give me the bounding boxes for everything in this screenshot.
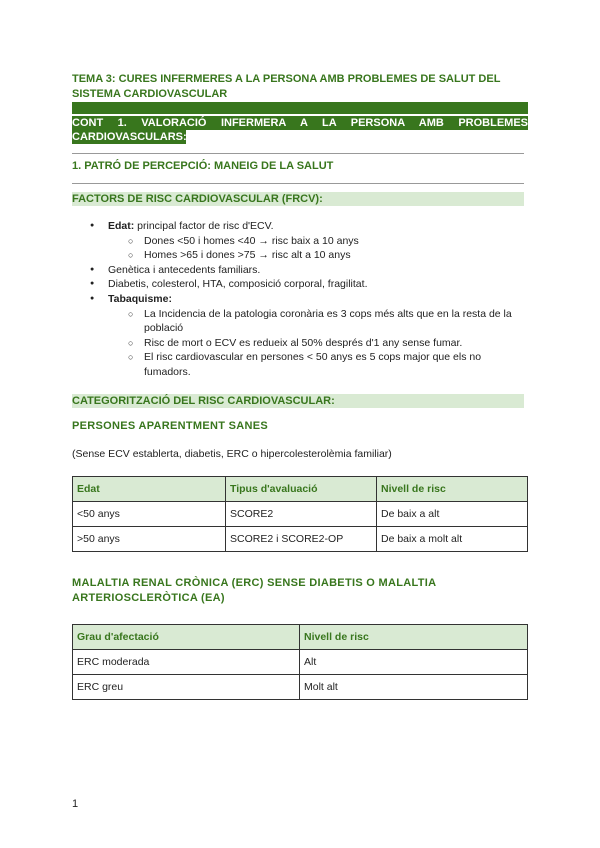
table-cell: SCORE2 i SCORE2-OP	[226, 527, 377, 552]
table-header: Nivell de risc	[300, 625, 528, 650]
healthy-note: (Sense ECV establerta, diabetis, ERC o hipercolesterolèmia familiar)	[72, 448, 392, 460]
table-cell: <50 anys	[73, 502, 226, 527]
healthy-heading: PERSONES APARENTMENT SANES	[72, 420, 269, 432]
page-number: 1	[72, 798, 79, 810]
content-heading: CONT 1. VALORACIÓ INFERMERA A LA PERSONA AMB PROBLEMES CARDIOVASCULARS:	[72, 117, 528, 143]
list-item: ● Genètica i antecedents familiars.	[72, 263, 528, 278]
risk-table-healthy	[72, 476, 528, 552]
table-cell: De baix a molt alt	[377, 527, 528, 552]
table-row	[73, 650, 528, 675]
list-subitem: ○ El risc cardiovascular en persones < 50 anys es 5 cops major que els no fumadors.	[72, 350, 528, 379]
doc-title: TEMA 3: CURES INFERMERES A LA PERSONA AMB PROBLEMES DE SALUT DEL SISTEMA CARDIOVASCULAR	[72, 73, 501, 100]
risk-table-erc	[72, 624, 528, 700]
table-header: Edat	[73, 477, 226, 502]
table-row	[73, 502, 528, 527]
table-header-row	[73, 477, 528, 502]
table-row	[73, 527, 528, 552]
table-cell: ERC moderada	[73, 650, 300, 675]
list-item: ● Tabaquisme:	[72, 292, 528, 307]
list-subitem: ○ Homes >65 i dones >75 → risc alt a 10 anys	[72, 248, 528, 263]
list-subitem: ○ Dones <50 i homes <40 → risc baix a 10 anys	[72, 234, 528, 249]
table-cell: >50 anys	[73, 527, 226, 552]
table-header: Tipus d'avaluació	[226, 477, 377, 502]
risk-factor-list	[72, 219, 528, 380]
list-item: ● Diabetis, colesterol, HTA, composició corporal, fragilitat.	[72, 277, 528, 292]
factors-heading: FACTORS DE RISC CARDIOVASCULAR (FRCV):	[72, 192, 524, 206]
table-cell: Molt alt	[300, 675, 528, 700]
list-subitem: ○ Risc de mort o ECV es redueix al 50% després d'1 any sense fumar.	[72, 336, 528, 351]
table-cell: SCORE2	[226, 502, 377, 527]
erc-heading: MALALTIA RENAL CRÒNICA (ERC) SENSE DIABETIS O MALALTIA ARTERIOSCLERÒTICA (EA)	[72, 577, 436, 604]
table-cell: ERC greu	[73, 675, 300, 700]
table-cell: De baix a alt	[377, 502, 528, 527]
green-band	[72, 102, 528, 114]
categorization-heading: CATEGORITZACIÓ DEL RISC CARDIOVASCULAR:	[72, 394, 524, 408]
divider	[72, 183, 524, 184]
table-header-row	[73, 625, 528, 650]
list-subitem: ○ La Incidencia de la patologia coronària es 3 cops més alts que en la resta de la població	[72, 307, 528, 336]
table-header: Nivell de risc	[377, 477, 528, 502]
table-row	[73, 675, 528, 700]
list-item: ● Edat: principal factor de risc d'ECV.	[72, 219, 528, 234]
pattern-heading: 1. PATRÓ DE PERCEPCIÓ: MANEIG DE LA SALUT	[72, 160, 334, 172]
divider	[72, 153, 524, 154]
table-header: Grau d'afectació	[73, 625, 300, 650]
table-cell: Alt	[300, 650, 528, 675]
